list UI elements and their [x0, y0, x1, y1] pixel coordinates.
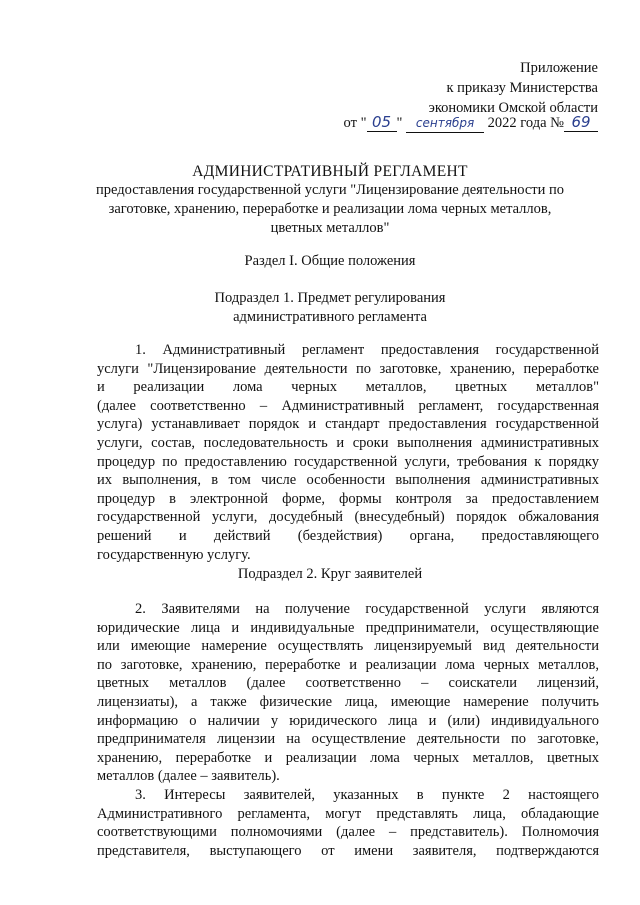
- paragraph-1: [97, 341, 599, 564]
- paragraph-2: [97, 600, 599, 786]
- text-line: и реализации лома черных металлов, цветных металлов": [97, 379, 599, 396]
- text-line: их выполнения, в том числе особенности выполнения административных: [97, 472, 599, 489]
- text-line: 3. Интересы заявителей, указанных в пункте 2 настоящего: [135, 787, 599, 803]
- subsection-line: Подраздел 1. Предмет регулирования: [214, 290, 446, 306]
- text-line: хранению, переработке и реализации лома черных металлов, цветных: [97, 749, 599, 766]
- text-line: решений и действий (бездействия) органа, предоставляющего: [97, 527, 599, 544]
- text-line: государственную услугу.: [97, 546, 251, 563]
- order-month: сентября: [406, 114, 484, 133]
- text-line: 1. Административный регламент предоставления государственной: [135, 342, 599, 358]
- text-line: предпринимателя лицензии на осуществление деятельности по заготовке,: [97, 731, 599, 748]
- order-day: 05: [367, 113, 397, 132]
- document-subtitle: [90, 181, 570, 238]
- text-line: металлов (далее – заявитель).: [97, 768, 280, 785]
- document-title: АДМИНИСТРАТИВНЫЙ РЕГЛАМЕНТ: [192, 163, 468, 180]
- section-heading: Раздел I. Общие положения: [244, 253, 416, 269]
- text-line: 2. Заявителями на получение государственной услуги являются: [135, 601, 599, 617]
- text-line: процедур по предоставлению государственной услуги, требования к порядку: [97, 453, 599, 470]
- order-prefix: от ": [343, 115, 367, 131]
- appendix-line: к приказу Министерства: [446, 80, 598, 96]
- text-line: услуги, состав, последовательность и сроки выполнения административных: [97, 434, 599, 451]
- text-line: цветных металлов (далее соответственно – соискатели лицензий,: [97, 675, 599, 692]
- subsection-line: административного регламента: [233, 309, 427, 325]
- text-line: представителя, выступающего от имени заявителя, подтверждаются: [97, 842, 599, 859]
- text-line: по заготовке, хранению, переработке и реализации лома черных металлов,: [97, 656, 599, 673]
- appendix-line: Приложение: [520, 60, 598, 76]
- text-line: Административного регламента, могут представлять лица, обладающие: [97, 805, 599, 822]
- subtitle-line: заготовке, хранению, переработке и реализации лома черных металлов,: [108, 201, 552, 217]
- order-date-line: [344, 112, 598, 134]
- text-line: лицензиаты), а также физические лица, имеющие намерение получить: [97, 693, 599, 710]
- order-year: 2022 года №: [487, 115, 564, 131]
- text-line: юридические лица и индивидуальные предприниматели, осуществляющие: [97, 619, 599, 636]
- text-line: услуги "Лицензирование деятельности по заготовке, хранению, переработке: [97, 360, 599, 377]
- paragraph-3: [97, 786, 599, 860]
- subsection-heading: [60, 289, 600, 327]
- text-line: соответствующими полномочиями (далее – представитель). Полномочия: [97, 824, 599, 841]
- order-number: 69: [564, 113, 598, 132]
- order-quote: ": [396, 115, 403, 131]
- text-line: государственной услуги, досудебный (внесудебный) порядок обжалования: [97, 509, 599, 526]
- subtitle-line: цветных металлов": [270, 220, 390, 236]
- text-line: (далее соответственно – Административный регламент, государственная: [97, 397, 599, 414]
- text-line: информацию о наличии у юридического лица и (или) индивидуального: [97, 712, 599, 729]
- appendix-header: [298, 58, 598, 118]
- text-line: процедур в электронной форме, формы контроля за предоставлением: [97, 490, 599, 507]
- text-line: услуга) устанавливает порядок и стандарт предоставления государственной: [97, 416, 599, 433]
- appendix-line: экономики Омской области: [428, 100, 598, 116]
- subtitle-line: предоставления государственной услуги "Лицензирование деятельности по: [95, 182, 564, 198]
- text-line: или имеющие намерение осуществлять лицензируемый вид деятельности: [97, 638, 599, 655]
- subsection-heading: Подраздел 2. Круг заявителей: [237, 566, 423, 582]
